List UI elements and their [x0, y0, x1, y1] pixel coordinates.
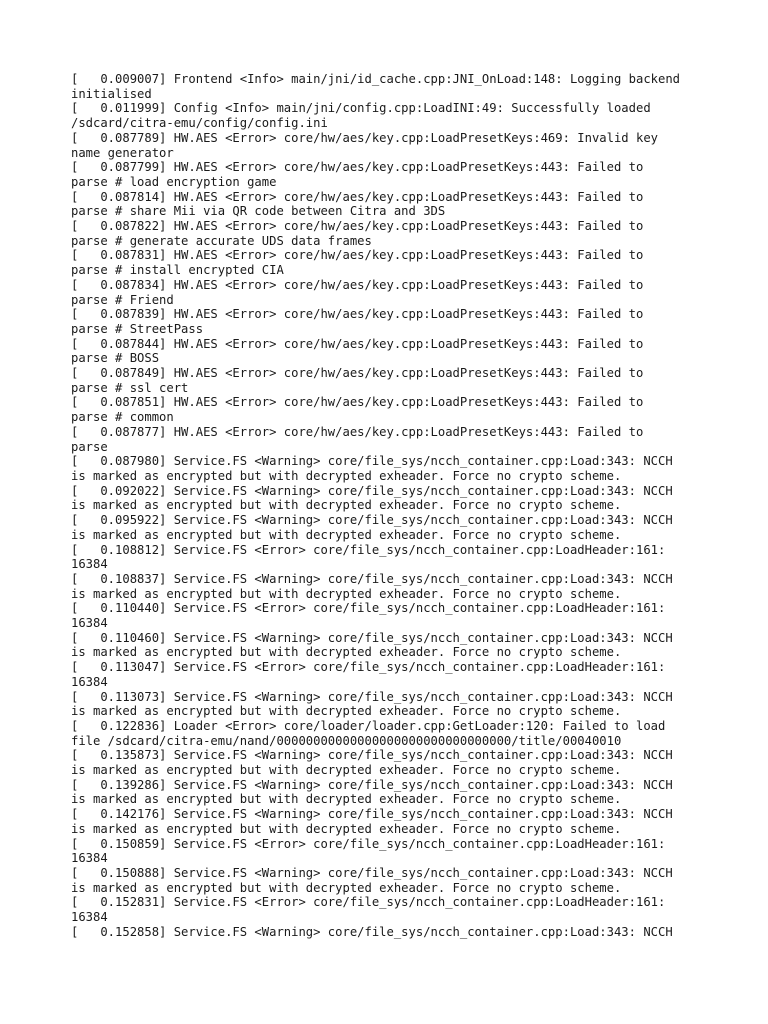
- log-line: [ 0.087877] HW.AES <Error> core/hw/aes/key.cpp:LoadPresetKeys:443: Failed to: [71, 424, 644, 439]
- log-line: parse # ssl cert: [71, 380, 189, 395]
- log-line: [ 0.113073] Service.FS <Warning> core/file_sys/ncch_container.cpp:Load:343: NCCH: [71, 689, 673, 704]
- log-line: [ 0.139286] Service.FS <Warning> core/file_sys/ncch_container.cpp:Load:343: NCCH: [71, 777, 673, 792]
- log-line: is marked as encrypted but with decrypted exheader. Force no crypto scheme.: [71, 527, 622, 542]
- log-line: name generator: [71, 145, 174, 160]
- log-line: is marked as encrypted but with decrypted exheader. Force no crypto scheme.: [71, 880, 622, 895]
- log-line: [ 0.087980] Service.FS <Warning> core/file_sys/ncch_container.cpp:Load:343: NCCH: [71, 454, 673, 469]
- log-line: [ 0.152831] Service.FS <Error> core/file_sys/ncch_container.cpp:LoadHeader:161:: [71, 895, 666, 910]
- log-line: [ 0.095922] Service.FS <Warning> core/file_sys/ncch_container.cpp:Load:343: NCCH: [71, 513, 673, 528]
- log-line: 16384: [71, 616, 108, 631]
- log-line: [ 0.087834] HW.AES <Error> core/hw/aes/key.cpp:LoadPresetKeys:443: Failed to: [71, 277, 644, 292]
- log-line: [ 0.113047] Service.FS <Error> core/file_sys/ncch_container.cpp:LoadHeader:161:: [71, 660, 666, 675]
- log-line: parse # Friend: [71, 292, 174, 307]
- log-line: [ 0.092022] Service.FS <Warning> core/file_sys/ncch_container.cpp:Load:343: NCCH: [71, 483, 673, 498]
- log-line: parse # BOSS: [71, 351, 160, 366]
- log-line: [ 0.142176] Service.FS <Warning> core/file_sys/ncch_container.cpp:Load:343: NCCH: [71, 807, 673, 822]
- log-line: [ 0.150888] Service.FS <Warning> core/file_sys/ncch_container.cpp:Load:343: NCCH: [71, 865, 673, 880]
- log-line: 16384: [71, 910, 108, 925]
- log-text-view: [71, 72, 731, 939]
- log-line: [ 0.087844] HW.AES <Error> core/hw/aes/key.cpp:LoadPresetKeys:443: Failed to: [71, 336, 644, 351]
- log-line: is marked as encrypted but with decrypted exheader. Force no crypto scheme.: [71, 645, 622, 660]
- log-line: parse # load encryption game: [71, 174, 277, 189]
- log-line: [ 0.087851] HW.AES <Error> core/hw/aes/key.cpp:LoadPresetKeys:443: Failed to: [71, 395, 644, 410]
- log-line: parse: [71, 439, 108, 454]
- log-line: initialised: [71, 86, 152, 101]
- log-line: parse # common: [71, 410, 174, 425]
- log-line: 16384: [71, 851, 108, 866]
- log-line: is marked as encrypted but with decrypted exheader. Force no crypto scheme.: [71, 468, 622, 483]
- log-line: parse # StreetPass: [71, 321, 204, 336]
- log-line: parse # install encrypted CIA: [71, 263, 284, 278]
- log-line: parse # generate accurate UDS data frames: [71, 233, 372, 248]
- log-line: [ 0.150859] Service.FS <Error> core/file_sys/ncch_container.cpp:LoadHeader:161:: [71, 836, 666, 851]
- log-line: file /sdcard/citra-emu/nand/00000000000000000000000000000000/title/00040010: [71, 733, 622, 748]
- log-line: [ 0.087799] HW.AES <Error> core/hw/aes/key.cpp:LoadPresetKeys:443: Failed to: [71, 160, 644, 175]
- log-line: [ 0.135873] Service.FS <Warning> core/file_sys/ncch_container.cpp:Load:343: NCCH: [71, 748, 673, 763]
- log-line: [ 0.087849] HW.AES <Error> core/hw/aes/key.cpp:LoadPresetKeys:443: Failed to: [71, 366, 644, 381]
- log-line: [ 0.108837] Service.FS <Warning> core/file_sys/ncch_container.cpp:Load:343: NCCH: [71, 571, 673, 586]
- log-line: /sdcard/citra-emu/config/config.ini: [71, 116, 328, 131]
- log-line: is marked as encrypted but with decrypted exheader. Force no crypto scheme.: [71, 498, 622, 513]
- log-line: 16384: [71, 674, 108, 689]
- log-line: is marked as encrypted but with decrypted exheader. Force no crypto scheme.: [71, 792, 622, 807]
- log-line: [ 0.011999] Config <Info> main/jni/config.cpp:LoadINI:49: Successfully loaded: [71, 101, 651, 116]
- log-line: [ 0.108812] Service.FS <Error> core/file_sys/ncch_container.cpp:LoadHeader:161:: [71, 542, 666, 557]
- log-line: is marked as encrypted but with decrypted exheader. Force no crypto scheme.: [71, 704, 622, 719]
- log-line: is marked as encrypted but with decrypted exheader. Force no crypto scheme.: [71, 821, 622, 836]
- log-line: [ 0.087822] HW.AES <Error> core/hw/aes/key.cpp:LoadPresetKeys:443: Failed to: [71, 219, 644, 234]
- log-line: [ 0.110460] Service.FS <Warning> core/file_sys/ncch_container.cpp:Load:343: NCCH: [71, 630, 673, 645]
- log-line: [ 0.110440] Service.FS <Error> core/file_sys/ncch_container.cpp:LoadHeader:161:: [71, 601, 666, 616]
- log-line: parse # share Mii via QR code between Citra and 3DS: [71, 204, 446, 219]
- log-line: [ 0.122836] Loader <Error> core/loader/loader.cpp:GetLoader:120: Failed to load: [71, 718, 666, 733]
- log-line: [ 0.009007] Frontend <Info> main/jni/id_cache.cpp:JNI_OnLoad:148: Logging backend: [71, 72, 681, 86]
- log-line: [ 0.087789] HW.AES <Error> core/hw/aes/key.cpp:LoadPresetKeys:469: Invalid key: [71, 130, 658, 145]
- log-line: is marked as encrypted but with decrypted exheader. Force no crypto scheme.: [71, 763, 622, 778]
- log-line: [ 0.087814] HW.AES <Error> core/hw/aes/key.cpp:LoadPresetKeys:443: Failed to: [71, 189, 644, 204]
- log-line: [ 0.152858] Service.FS <Warning> core/file_sys/ncch_container.cpp:Load:343: NCCH: [71, 924, 673, 939]
- log-line: 16384: [71, 557, 108, 572]
- log-line: is marked as encrypted but with decrypted exheader. Force no crypto scheme.: [71, 586, 622, 601]
- log-line: [ 0.087831] HW.AES <Error> core/hw/aes/key.cpp:LoadPresetKeys:443: Failed to: [71, 248, 644, 263]
- log-line: [ 0.087839] HW.AES <Error> core/hw/aes/key.cpp:LoadPresetKeys:443: Failed to: [71, 307, 644, 322]
